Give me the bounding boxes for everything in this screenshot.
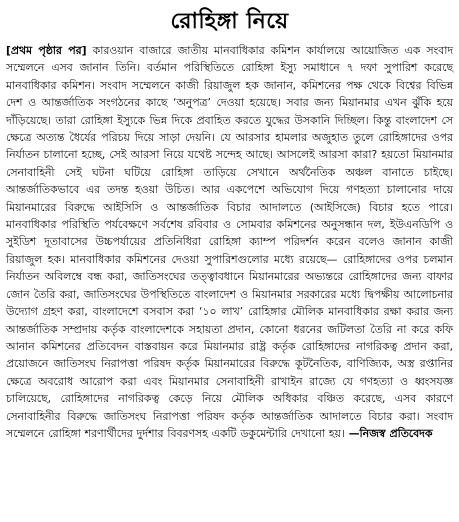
article-body-text: কারওয়ান বাজারে জাতীয় মানবাধিকার কমিশন কার্যালয়ে আয়োজিত এক সংবাদ সম্মেলনে এসব জানান তিনি। বর্তমান পরিস্থিতিতে রোহিঙ্গা ইস্যু সমাধানে ৭ দফা সুপারিশ করেছে মানবাধিকার কমিশন। সংবাদ সম্মেলনে কাজী রিয়াজুল হক জানান, কমিশনের পক্ষ থেকে বিশ্বের বিভিন্ন দেশ ও আন্তর্জাতিক সংগঠনের কাছে ‘অনুপত্র’ দেওয়া হয়েছে। সবার জন্য মিয়ানমার এখন ঝুঁকি হয়ে দাঁড়িয়েছে। তারা রোহিঙ্গা ইস্যুকে ভিন্ন দিকে প্রবাহিত করতে যুদ্ধের উসকানি দিচ্ছিল। কিন্তু বাংলাদেশ সে ক্ষেত্রে অত্যন্ত ধৈর্যের পরিচয় দিয়ে সাড়া দেয়নি। যে আরসার হামলার অজুহাত তুলে রোহিঙ্গাদের ওপর নির্যাতন চালানো হচ্ছে, সেই আরসা নিয়ে যথেষ্ট সন্দেহ আছে। আসলেই আরসা কারা? হয়তো মিয়ানমার সেনাবাহিনী সেই ঘটনা ঘটিয়ে রোহিঙ্গা তাড়িয়ে সেখানে অর্থনৈতিক অঞ্চল বানাতে চাইছে। আন্তর্জাতিকভাবে এর তদন্ত হওয়া উচিত। আর একপেশে অভিযোগ দিয়ে গণহত্যা চালানোর দায়ে মিয়ানমারের বিরুদ্ধে আইসিসি ও আন্তর্জাতিক বিচার আদালতে (আইসিজে) বিচার হতে পারে। মানবাধিকার পরিস্থিতি পর্যবেক্ষণে সর্বশেষ রবিবার ও সোমবার কমিশনের অনুসন্ধান দল, ইউএনডিপি ও সুইডিশ দূতাবাসের উচ্চপর্যায়ের প্রতিনিধিরা রোহিঙ্গা ক্যাম্প পরিদর্শন করেন বলেও জানান কাজী রিয়াজুল হক। মানবাধিকার কমিশনের দেওয়া সুপারিশগুলোর মধ্যে রয়েছে— রোহিঙ্গাদের ওপর চলমান নির্যাতন অবিলম্বে বন্ধ করা, জাতিসংঘের তত্ত্বাবধানে মিয়ানমারের অভ্যন্তরে রোহিঙ্গাদের জন্য বাফার জোন তৈরি করা, জাতিসংঘের উপস্থিতিতে বাংলাদেশ ও মিয়ানমার সরকারের মধ্যে দ্বিপক্ষীয় আলোচনার উদ্যোগ গ্রহণ করা, বাংলাদেশে বসবাস করা ‘১০ লাখ’ রোহিঙ্গার মৌলিক মানবাধিকার রক্ষা করার জন্য আন্তর্জাতিক সম্প্রদায় কর্তৃক বাংলাদেশকে সহায়তা প্রদান, কোনো ধরনের জটিলতা তৈরি না করে কফি আনান কমিশনের প্রতিবেদন বাস্তবায়ন করে মিয়ানমার রাষ্ট্র কর্তৃক রোহিঙ্গাদের নাগরিকত্ব প্রদান করা, প্রয়োজনে জাতিসংঘ নিরাপত্তা পরিষদ কর্তৃক মিয়ানমারের বিরুদ্ধে কূটনৈতিক, বাণিজ্যিক, অস্ত্র রপ্তানির ক্ষেত্রে অবরোধ আরোপ করা এবং মিয়ানমার সেনাবাহিনী রাখাইন রাজ্যে যে গণহত্যা ও ধ্বংসযজ্ঞ চালিয়েছে, রোহিঙ্গাদের নাগরিকত্ব কেড়ে নিয়ে মৌলিক অধিকার বঞ্চিত করেছে, এসব কারণে সেনাবাহিনীর বিরুদ্ধে জাতিসংঘ নিরাপত্তা পরিষদ কর্তৃক আন্তর্জাতিক আদালতে বিচার করা। সংবাদ সম্মেলনে রোহিঙ্গা শরণার্থীদের দুর্দশার বিবরণসহ একটি ডকুমেন্টারি দেখানো হয়।: [6, 44, 453, 440]
article-body: [6, 42, 453, 442]
page-continuation-tag: [প্রথম পৃষ্ঠার পর]: [6, 44, 87, 57]
article-headline: রোহিঙ্গা নিয়ে: [170, 9, 289, 34]
article-byline: —নিজস্ব প্রতিবেদক: [348, 426, 433, 440]
headline-container: [6, 6, 453, 38]
